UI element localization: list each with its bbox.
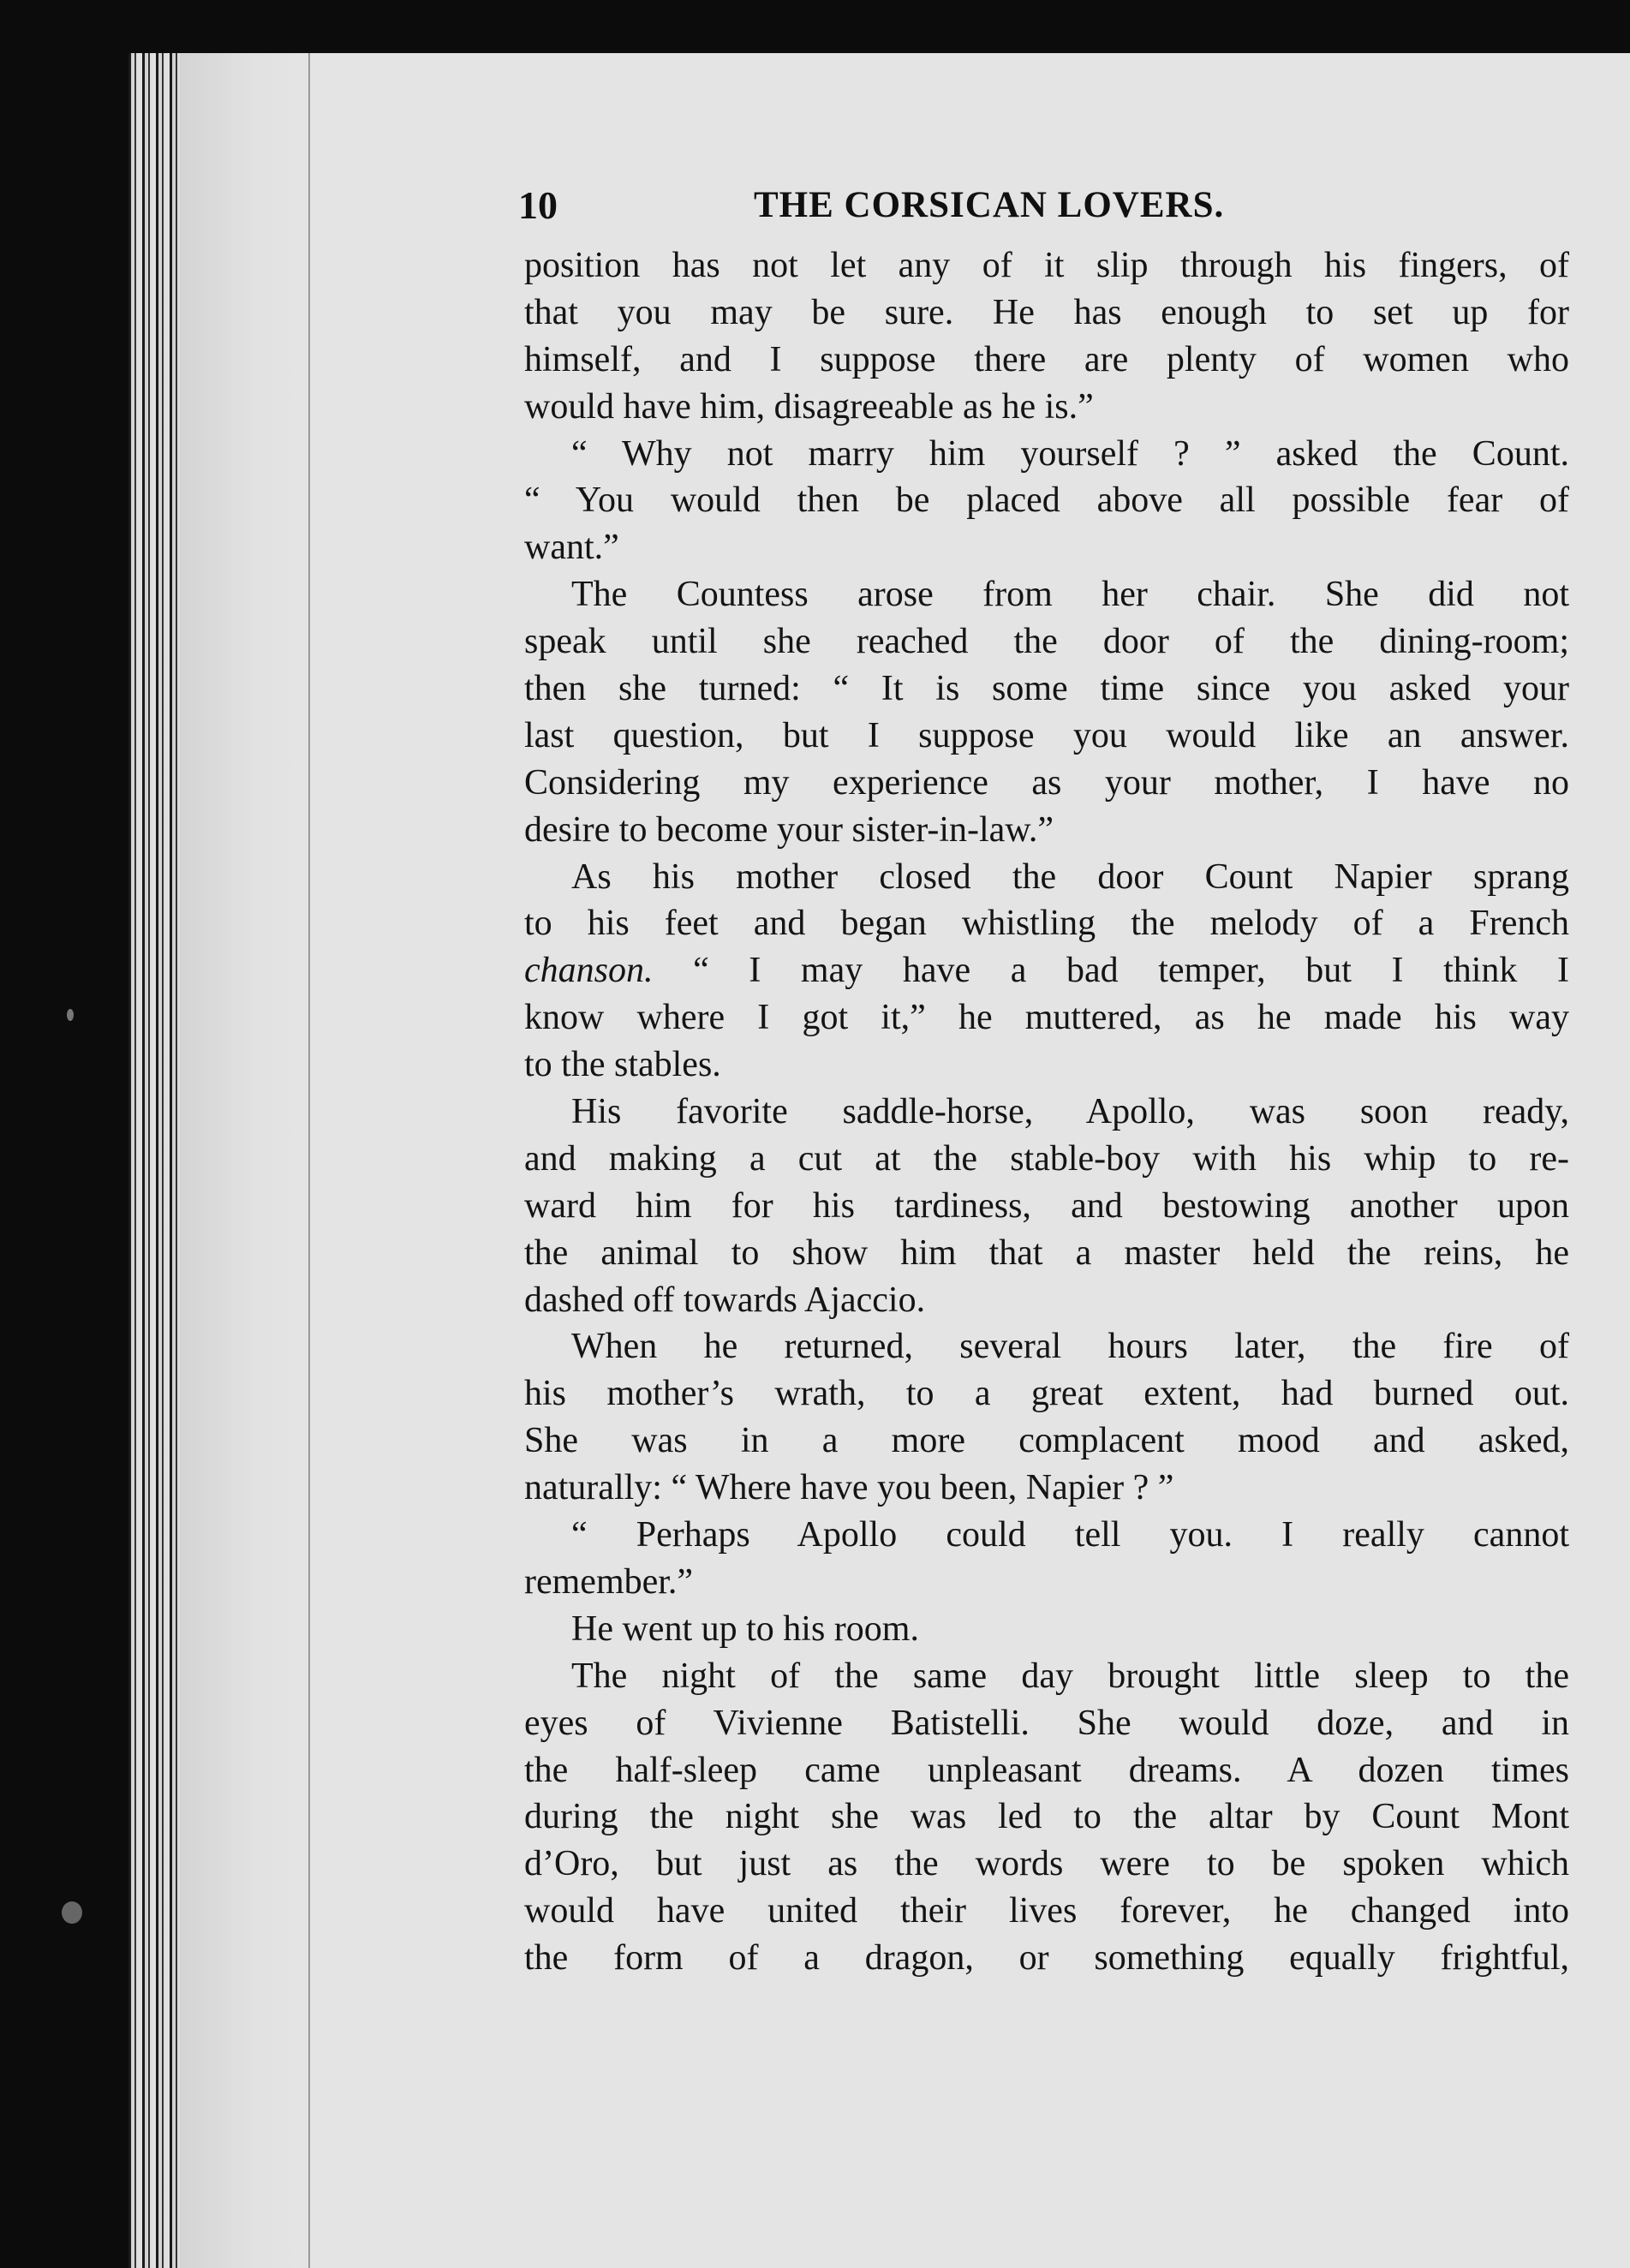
text-line: Considering my experience as your mother, I have no <box>524 762 1569 803</box>
text-line: “ Perhaps Apollo could tell you. I really cannot <box>571 1515 1569 1555</box>
text-line: The night of the same day brought little sleep to the <box>571 1656 1569 1696</box>
text-line: When he returned, several hours later, the fire of <box>571 1327 1569 1367</box>
running-header <box>518 176 1366 236</box>
text-line: last question, but I suppose you would like an answer. <box>524 715 1569 755</box>
page-edge-stack <box>128 53 308 2268</box>
text-line: would have him, disagreeable as he is.” <box>524 386 1094 427</box>
text-line: want.” <box>524 528 619 568</box>
scan-speck <box>67 1009 74 1021</box>
text-line: know where I got it,” he muttered, as he made his way <box>524 998 1569 1038</box>
text-line: The Countess arose from her chair. She did not <box>571 575 1569 615</box>
text-line: to the stables. <box>524 1045 721 1085</box>
text-line: remember.” <box>524 1561 694 1602</box>
text-line: dashed off towards Ajaccio. <box>524 1280 926 1320</box>
text-line: during the night she was led to the altar by Count Mont <box>524 1797 1569 1837</box>
text-line: himself, and I suppose there are plenty of women who <box>524 339 1569 379</box>
gutter-line <box>308 53 310 2268</box>
text-line: position has not let any of it slip through his fingers, of <box>524 246 1569 285</box>
text-line: the animal to show him that a master held the reins, he <box>524 1232 1569 1273</box>
text-line: then she turned: “ It is some time since you asked your <box>524 669 1569 709</box>
text-line: eyes of Vivienne Batistelli. She would doze, and in <box>524 1703 1569 1743</box>
text-line: chanson. “ I may have a bad temper, but I think I <box>524 951 1569 991</box>
text-line: “ You would then be placed above all possible fear of <box>524 480 1569 521</box>
text-line: “ Why not marry him yourself ? ” asked the Count. <box>571 433 1569 474</box>
text-line: to his feet and began whistling the melody of a French <box>524 904 1569 944</box>
text-line: desire to become your sister-in-law.” <box>524 809 1054 850</box>
text-line: He went up to his room. <box>571 1608 919 1649</box>
text-line: ward him for his tardiness, and bestowing another upon <box>524 1185 1569 1226</box>
text-line: his mother’s wrath, to a great extent, had burned out. <box>524 1374 1569 1414</box>
page-number: 10 <box>518 183 558 227</box>
text-line: As his mother closed the door Count Napier sprang <box>571 856 1569 897</box>
text-line: speak until she reached the door of the dining-room; <box>524 622 1569 662</box>
text-line: the form of a dragon, or something equally frightful, <box>524 1938 1569 1979</box>
text-line: that you may be sure. He has enough to set up for <box>524 292 1569 332</box>
running-title: THE CORSICAN LOVERS. <box>754 185 1225 225</box>
body-text <box>524 242 1569 1982</box>
text-line: naturally: “ Where have you been, Napier ? ” <box>524 1468 1174 1508</box>
text-line: would have united their lives forever, he changed into <box>524 1891 1569 1931</box>
text-line: the half-sleep came unpleasant dreams. A dozen times <box>524 1750 1569 1790</box>
text-line: d’Oro, but just as the words were to be spoken which <box>524 1844 1569 1884</box>
text-line: She was in a more complacent mood and asked, <box>524 1421 1569 1461</box>
scan-speck <box>62 1901 82 1924</box>
text-line: and making a cut at the stable-boy with his whip to re- <box>524 1138 1569 1179</box>
text-line: His favorite saddle-horse, Apollo, was soon ready, <box>571 1092 1569 1132</box>
page-edge-shadow <box>180 53 308 2268</box>
